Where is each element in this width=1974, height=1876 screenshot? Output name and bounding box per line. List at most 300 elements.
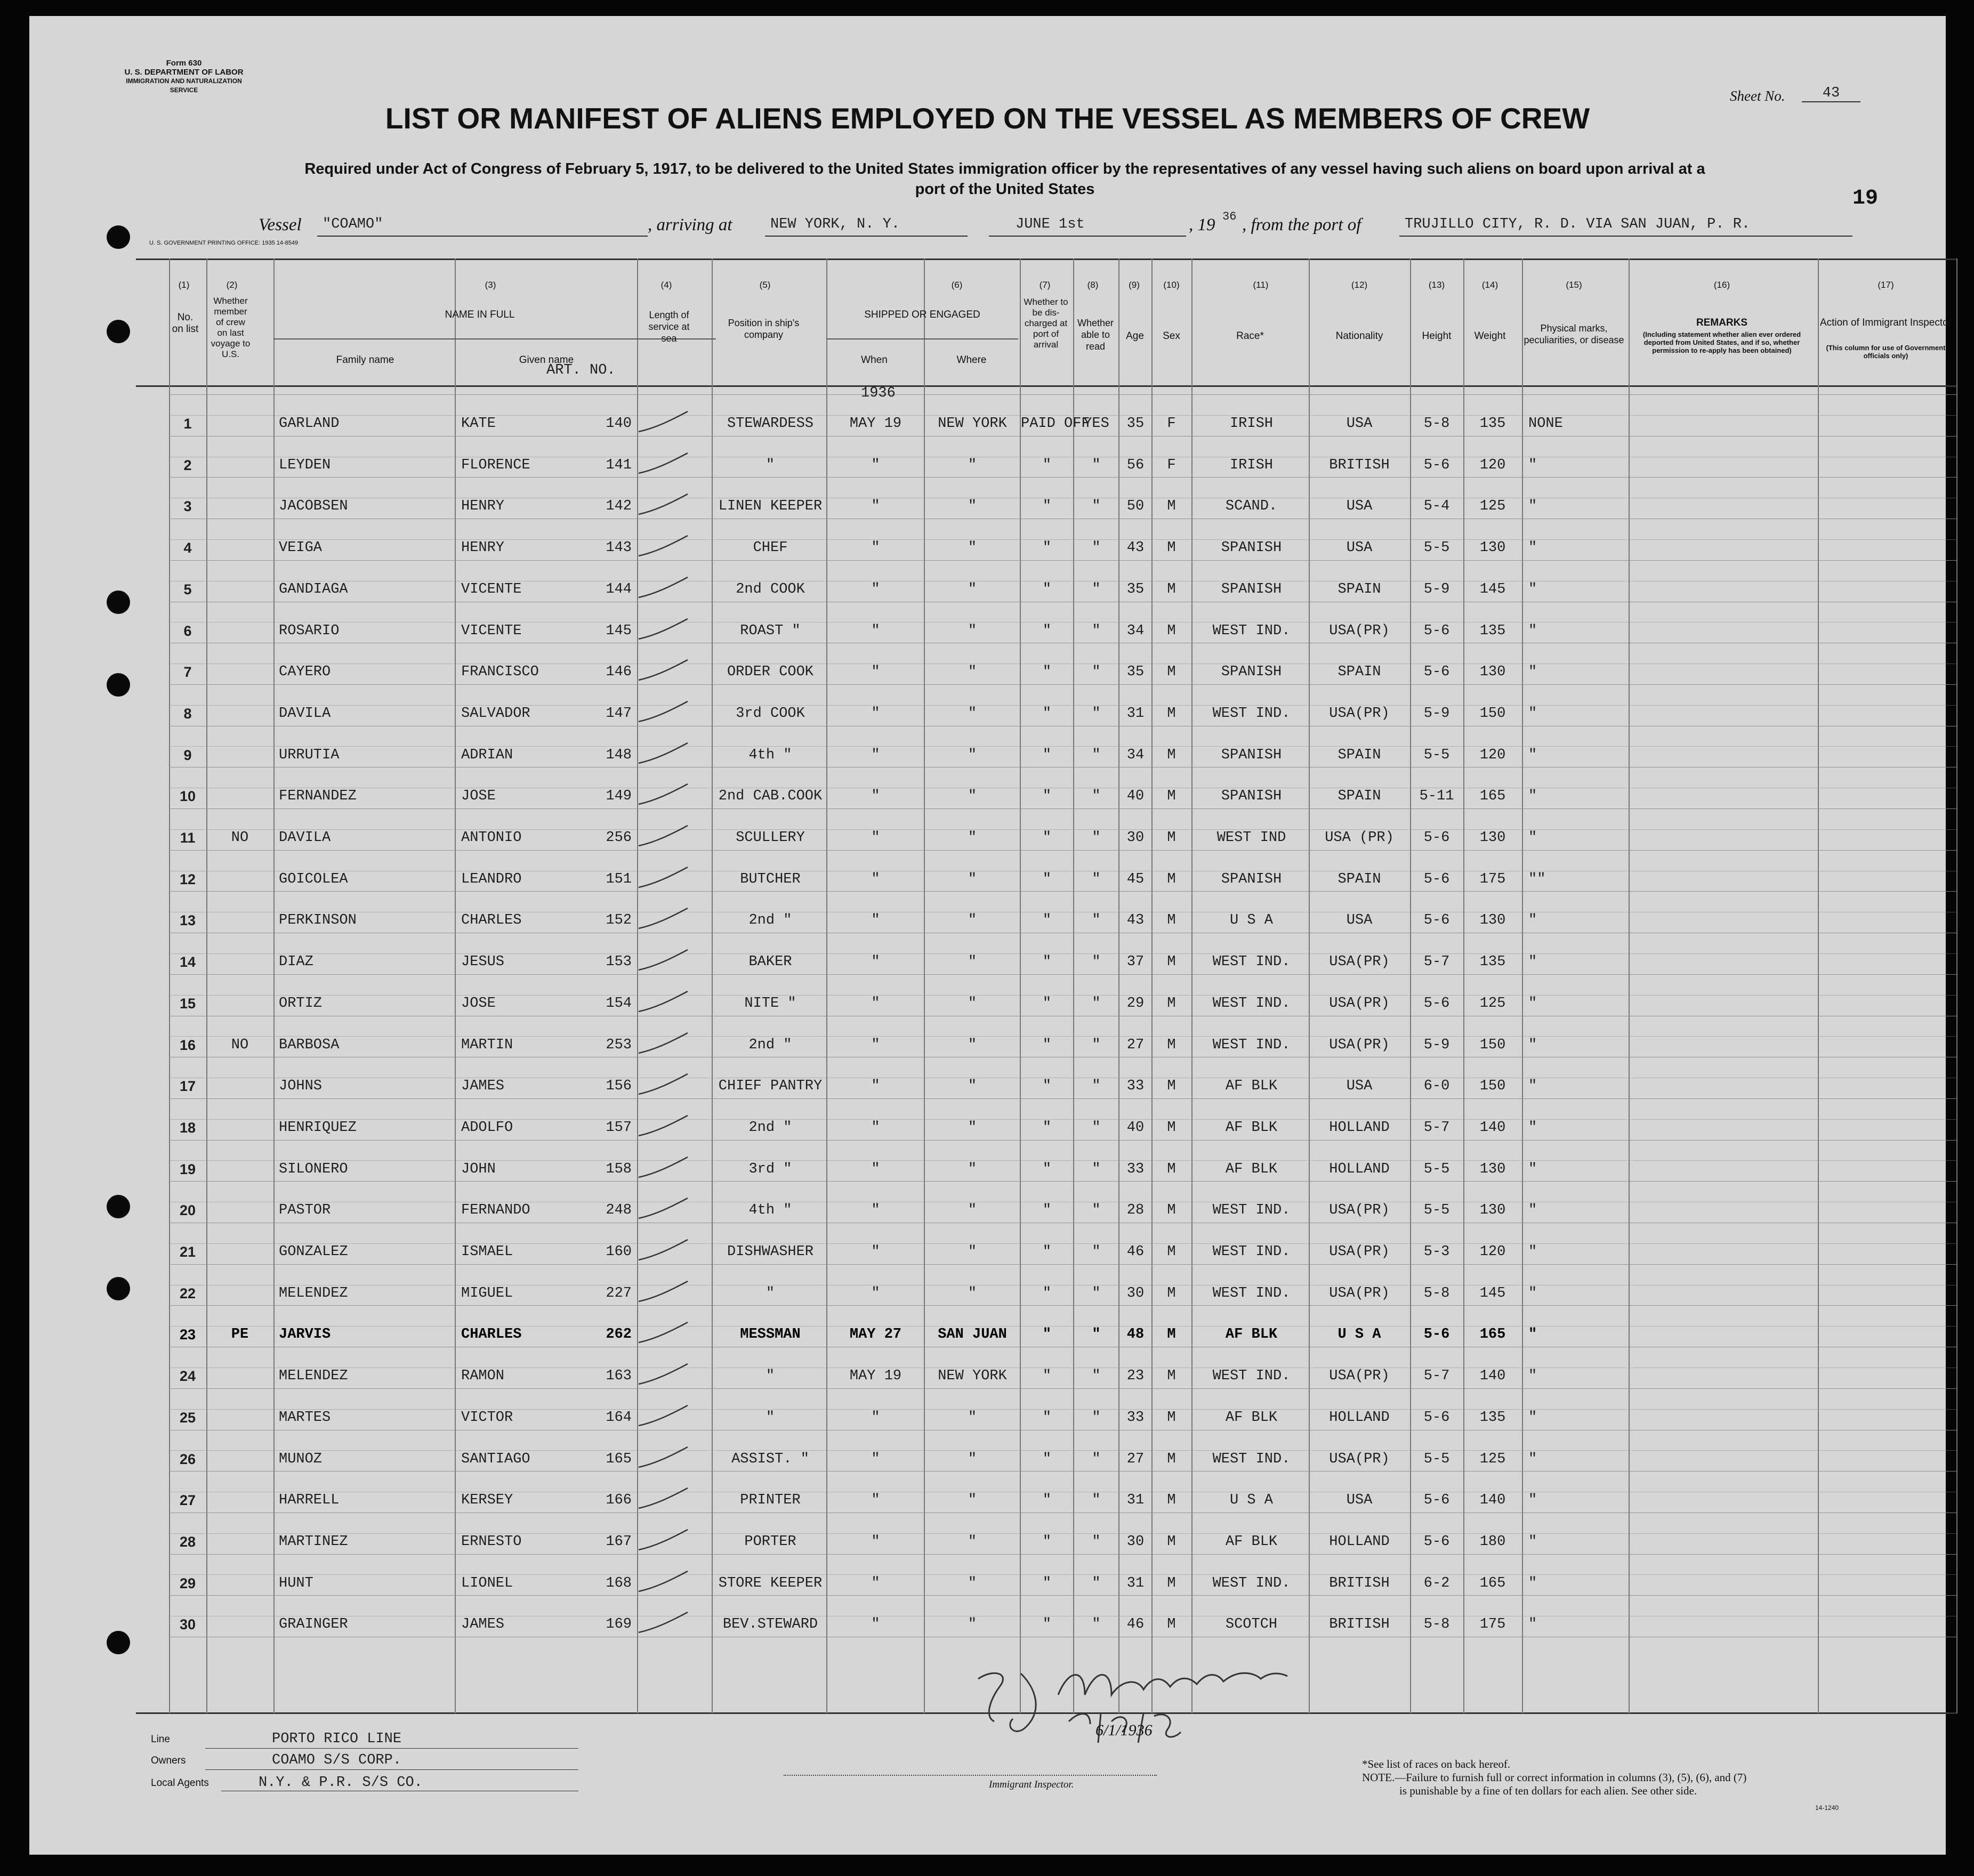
cell-where: " [968,581,977,597]
cell-nationality: SPAIN [1338,581,1381,597]
cell-art: 153 [606,954,632,971]
col-head-shipped: SHIPPED OR ENGAGED [864,309,980,320]
cell-race: WEST IND. [1212,1037,1291,1053]
cell-read: " [1092,954,1101,971]
cell-family: DIAZ [279,954,313,971]
cell-family: URRUTIA [279,747,340,763]
cell-when: " [871,498,880,515]
cell-art: 164 [606,1409,632,1426]
cell-sex: M [1167,788,1176,805]
check-mark [634,1610,693,1642]
cell-sex: M [1167,1451,1176,1467]
cell-discharged: " [1042,1451,1052,1467]
cell-no: 17 [179,1078,196,1095]
cell-sex: M [1167,664,1176,681]
table-row [136,1202,1956,1244]
cell-discharged: " [1042,498,1052,515]
cell-family: FERNANDEZ [279,788,357,805]
cell-age: 23 [1126,1368,1145,1385]
cell-no: 26 [179,1451,196,1467]
cell-read: " [1092,912,1101,929]
cell-height: 5-3 [1423,1244,1450,1260]
cell-position: 2nd " [748,912,792,929]
cell-weight: 135 [1479,622,1506,639]
cell-age: 27 [1126,1451,1145,1467]
punch-hole [107,1277,130,1300]
table-row [136,1244,1956,1285]
table-row [136,623,1956,665]
col-num-4: (4) [660,280,672,290]
cell-position: PORTER [744,1533,796,1550]
check-mark [634,575,693,607]
arrival-date: JUNE 1st [1016,216,1085,232]
cell-given: KERSEY [461,1492,513,1509]
cell-read: " [1092,1037,1101,1053]
cell-position: 4th " [748,747,792,763]
cell-age: 28 [1126,1202,1145,1219]
cell-position: 4th " [748,1202,792,1219]
cell-race: IRISH [1229,416,1273,432]
cell-height: 5-7 [1423,1368,1450,1385]
cell-weight: 130 [1479,830,1506,846]
cell-discharged: " [1042,1202,1052,1219]
cell-given: CHARLES [461,1327,522,1343]
vessel-line [259,212,1858,239]
from-underline [1399,236,1852,237]
cell-art: 158 [606,1161,632,1177]
cell-prev: NO [231,1037,249,1053]
cell-age: 35 [1126,664,1145,681]
row-rule [169,394,1956,395]
cell-position: ORDER COOK [727,664,814,681]
cell-art: 154 [606,995,632,1012]
check-mark [634,1527,693,1559]
cell-read: " [1092,1575,1101,1591]
cell-height: 5-6 [1423,1492,1450,1509]
cell-weight: 120 [1479,457,1506,473]
col-head-length: Length of service at sea [648,310,690,344]
punch-hole [107,320,130,343]
table-row [136,1285,1956,1327]
cell-when: " [871,954,880,971]
cell-when: " [871,1285,880,1301]
cell-when: " [871,830,880,846]
line-label: Line [151,1734,170,1745]
cell-marks: " [1528,457,1537,473]
check-mark [634,1279,693,1311]
cell-marks: " [1528,1451,1537,1467]
cell-nationality: BRITISH [1329,457,1390,473]
cell-height: 5-6 [1423,1409,1450,1426]
cell-family: SILONERO [279,1161,348,1177]
cell-sex: M [1167,1119,1176,1136]
check-mark [634,1072,693,1104]
cell-read: " [1092,747,1101,763]
cell-nationality: SPAIN [1338,788,1381,805]
cell-discharged: " [1042,540,1052,556]
cell-family: GOICOLEA [279,871,348,887]
cell-art: 143 [606,540,632,556]
cell-height: 5-6 [1423,1327,1450,1343]
cell-weight: 175 [1479,1616,1506,1633]
cell-weight: 150 [1479,1037,1506,1053]
note-fine-1: NOTE.—Failure to furnish full or correct information in columns (3), (5), (6), and (7) [1362,1771,1747,1784]
cell-race: SPANISH [1221,540,1282,556]
cell-when: MAY 19 [849,416,902,432]
cell-where: " [968,1037,977,1053]
cell-prev: PE [231,1327,249,1343]
cell-read: " [1092,1409,1101,1426]
subtitle-line-1: Required under Act of Congress of February 5, 1917, to be delivered to the United States immigration officer by the representatives of any vessel having such aliens on board upon arrival at a [304,160,1705,177]
cell-family: MARTES [279,1409,331,1426]
table-row [136,788,1956,830]
cell-race: WEST IND. [1212,954,1291,971]
cell-given: LIONEL [461,1575,513,1591]
cell-discharged: " [1042,1409,1052,1426]
cell-family: DAVILA [279,830,331,846]
cell-height: 5-7 [1423,954,1450,971]
table-row [136,540,1956,581]
cell-race: U S A [1229,1492,1273,1509]
cell-given: JAMES [461,1616,505,1633]
cell-marks: " [1528,1119,1537,1136]
year-prefix: , 19 [1189,215,1215,234]
cell-read: " [1092,1616,1101,1633]
check-mark [634,823,693,855]
cell-family: HENRIQUEZ [279,1119,357,1136]
cell-where: " [968,912,977,929]
cell-art: 163 [606,1368,632,1385]
col-head-position: Position in ship's company [728,318,800,340]
cell-age: 56 [1126,457,1145,473]
cell-race: IRISH [1229,457,1273,473]
col-num-10: (10) [1163,280,1180,290]
cell-position: LINEN KEEPER [718,498,823,515]
note-fine-2: is punishable by a fine of ten dollars for each alien. See other side. [1399,1784,1697,1797]
cell-where: " [968,664,977,681]
cell-art: 166 [606,1492,632,1509]
cell-read: " [1092,995,1101,1012]
cell-discharged: " [1042,1368,1052,1385]
cell-weight: 145 [1479,581,1506,597]
cell-age: 33 [1126,1161,1145,1177]
cell-height: 5-5 [1423,1202,1450,1219]
cell-marks: "" [1528,871,1546,887]
cell-position: BAKER [748,954,792,971]
cell-race: SCOTCH [1225,1616,1278,1633]
col-head-action-detail: (This column for use of Government officials only) [1826,344,1946,360]
cell-sex: M [1167,954,1176,971]
col-head-weight: Weight [1474,330,1506,342]
cell-marks: " [1528,1161,1537,1177]
department-name: U. S. DEPARTMENT OF LABOR [124,68,244,77]
cell-age: 37 [1126,954,1145,971]
cell-age: 33 [1126,1409,1145,1426]
cell-position: ROAST " [740,622,801,639]
cell-marks: " [1528,788,1537,805]
cell-height: 5-5 [1423,747,1450,763]
col-head-remarks-detail: (Including statement whether alien ever ordered deported from United States, and if so, whether permission to re-apply has been obtained) [1642,330,1801,354]
table-row [136,498,1956,540]
check-mark [634,1113,693,1145]
cell-read: " [1092,830,1101,846]
cell-nationality: USA(PR) [1329,1037,1390,1053]
cell-when: " [871,747,880,763]
cell-when: " [871,1492,880,1509]
cell-marks: " [1528,747,1537,763]
cell-given: JESUS [461,954,505,971]
cell-no: 19 [179,1161,196,1177]
cell-height: 5-6 [1423,995,1450,1012]
cell-race: WEST IND. [1212,705,1291,722]
cell-where: " [968,622,977,639]
owners-underline [205,1769,578,1770]
cell-art: 165 [606,1451,632,1467]
cell-marks: " [1528,1575,1537,1591]
cell-no: 15 [179,995,196,1012]
header-bottom-rule [136,385,1956,387]
cell-weight: 165 [1479,1575,1506,1591]
cell-race: SPANISH [1221,581,1282,597]
cell-weight: 175 [1479,871,1506,887]
cell-art: 253 [606,1037,632,1053]
cell-race: SCAND. [1225,498,1278,515]
cell-nationality: SPAIN [1338,664,1381,681]
col-num-11: (11) [1253,280,1269,290]
cell-sex: M [1167,1078,1176,1095]
cell-no: 28 [179,1533,196,1550]
check-mark [634,699,693,731]
cell-marks: " [1528,1244,1537,1260]
cell-height: 5-6 [1423,830,1450,846]
cell-given: VICTOR [461,1409,513,1426]
cell-family: JACOBSEN [279,498,348,515]
cell-discharged: " [1042,1575,1052,1591]
cell-no: 9 [183,747,192,763]
cell-no: 30 [179,1616,196,1633]
table-row [136,912,1956,954]
cell-race: SPANISH [1221,871,1282,887]
cell-weight: 135 [1479,1409,1506,1426]
cell-position: DISHWASHER [727,1244,814,1260]
cell-race: AF BLK [1225,1533,1278,1550]
col-head-marks: Physical marks, peculiarities, or disease [1524,323,1624,345]
cell-when: " [871,581,880,597]
cell-when: " [871,1616,880,1633]
cell-given: LEANDRO [461,871,522,887]
cell-height: 5-9 [1423,705,1450,722]
cell-discharged: " [1042,1492,1052,1509]
cell-marks: " [1528,954,1537,971]
cell-art: 167 [606,1533,632,1550]
cell-read: " [1092,457,1101,473]
cell-marks: " [1528,912,1537,929]
cell-race: WEST IND. [1212,995,1291,1012]
cell-sex: M [1167,1327,1176,1343]
cell-marks: " [1528,498,1537,515]
cell-read: " [1092,1161,1101,1177]
cell-sex: M [1167,1161,1176,1177]
cell-where: SAN JUAN [938,1327,1007,1343]
cell-discharged: " [1042,788,1052,805]
table-row [136,1120,1956,1161]
cell-race: AF BLK [1225,1409,1278,1426]
cell-nationality: USA [1346,498,1373,515]
cell-family: JOHNS [279,1078,323,1095]
cell-given: JOSE [461,788,496,805]
cell-when: " [871,540,880,556]
col-head-race: Race* [1236,330,1264,342]
cell-age: 31 [1126,1492,1145,1509]
shipped-divider [826,338,1018,339]
cell-art: 248 [606,1202,632,1219]
check-mark [634,1196,693,1228]
check-mark [634,451,693,483]
cell-age: 40 [1126,1119,1145,1136]
owners-label: Owners [151,1755,186,1766]
cell-height: 5-11 [1419,788,1454,805]
cell-position: BUTCHER [740,871,801,887]
cell-where: " [968,457,977,473]
cell-given: JOHN [461,1161,496,1177]
cell-sex: F [1167,457,1176,473]
cell-race: AF BLK [1225,1078,1278,1095]
cell-discharged: " [1042,830,1052,846]
cell-family: HARRELL [279,1492,340,1509]
cell-read: " [1092,1078,1101,1095]
cell-race: WEST IND. [1212,1368,1291,1385]
cell-discharged: " [1042,1285,1052,1301]
cell-family: GRAINGER [279,1616,348,1633]
cell-nationality: USA(PR) [1329,954,1390,971]
agents-label: Local Agents [151,1777,209,1789]
cell-no: 23 [179,1327,196,1343]
subtitle-line-2: port of the United States [915,181,1095,198]
cell-art: 151 [606,871,632,887]
cell-when: " [871,1575,880,1591]
col-num-14: (14) [1481,280,1498,290]
cell-nationality: USA [1346,1492,1373,1509]
punch-hole [107,225,130,249]
check-mark [634,782,693,814]
cell-height: 5-6 [1423,912,1450,929]
cell-sex: M [1167,1616,1176,1633]
col-head-sex: Sex [1163,330,1180,342]
cell-race: WEST IND. [1212,622,1291,639]
cell-family: GONZALEZ [279,1244,348,1260]
cell-nationality: SPAIN [1338,747,1381,763]
cell-read: " [1092,1533,1101,1550]
check-mark [634,1403,693,1435]
cell-weight: 180 [1479,1533,1506,1550]
cell-height: 5-8 [1423,1616,1450,1633]
check-mark [634,1238,693,1269]
col-head-height: Height [1422,330,1452,342]
cell-position: " [766,1368,775,1385]
cell-weight: 150 [1479,705,1506,722]
cell-read: " [1092,498,1101,515]
cell-no: 24 [179,1368,196,1385]
cell-position: 2nd " [748,1037,792,1053]
cell-read: " [1092,540,1101,556]
cell-when: " [871,664,880,681]
cell-marks: " [1528,1037,1537,1053]
col-head-read: Whether able to read [1077,318,1114,352]
cell-given: ADOLFO [461,1119,513,1136]
cell-race: SPANISH [1221,788,1282,805]
table-row [136,1534,1956,1575]
cell-sex: M [1167,1409,1176,1426]
col-head-no: No. on list [172,312,199,335]
cell-read: " [1092,622,1101,639]
cell-read: " [1092,1327,1101,1343]
cell-position: CHIEF PANTRY [718,1078,823,1095]
from-port: TRUJILLO CITY, R. D. VIA SAN JUAN, P. R. [1405,216,1751,232]
cell-given: FERNANDO [461,1202,530,1219]
cell-art: 160 [606,1244,632,1260]
col-head-family: Family name [336,354,394,366]
cell-when: " [871,1037,880,1053]
cell-height: 5-5 [1423,1161,1450,1177]
cell-race: SPANISH [1221,664,1282,681]
cell-read: " [1092,1202,1101,1219]
cell-nationality: USA(PR) [1329,1285,1390,1301]
cell-age: 27 [1126,1037,1145,1053]
cell-sex: M [1167,540,1176,556]
cell-read: " [1092,1451,1101,1467]
cell-age: 43 [1126,912,1145,929]
cell-no: 1 [183,416,192,432]
from-label: , from the port of [1242,215,1361,234]
cell-no: 27 [179,1492,196,1509]
line-value: PORTO RICO LINE [272,1731,402,1747]
col-num-9: (9) [1129,280,1140,290]
agents-value: N.Y. & P.R. S/S CO. [259,1775,423,1791]
col-num-15: (15) [1566,280,1582,290]
cell-sex: M [1167,1575,1176,1591]
check-mark [634,1569,693,1601]
cell-sex: M [1167,581,1176,597]
sheet-label: Sheet No. [1730,88,1785,104]
cell-where: " [968,1451,977,1467]
cell-art: 149 [606,788,632,805]
cell-weight: 125 [1479,1451,1506,1467]
cell-art: 145 [606,622,632,639]
cell-art: 262 [606,1327,632,1343]
year-note: 1936 [861,385,896,401]
punch-hole [107,1195,130,1218]
cell-discharged: " [1042,871,1052,887]
cell-age: 34 [1126,622,1145,639]
cell-art: 148 [606,747,632,763]
cell-marks: " [1528,1078,1537,1095]
cell-when: " [871,457,880,473]
cell-given: HENRY [461,540,505,556]
cell-discharged: " [1042,1078,1052,1095]
cell-family: VEIGA [279,540,323,556]
col-head-when: When [861,354,888,366]
cell-where: " [968,1616,977,1633]
cell-marks: " [1528,1616,1537,1633]
cell-weight: 145 [1479,1285,1506,1301]
service-name: IMMIGRATION AND NATURALIZATION SERVICE [126,77,242,94]
cell-discharged: " [1042,954,1052,971]
cell-read: " [1092,1244,1101,1260]
cell-family: CAYERO [279,664,331,681]
check-mark [634,409,693,441]
cell-age: 34 [1126,747,1145,763]
table-row [136,1575,1956,1617]
